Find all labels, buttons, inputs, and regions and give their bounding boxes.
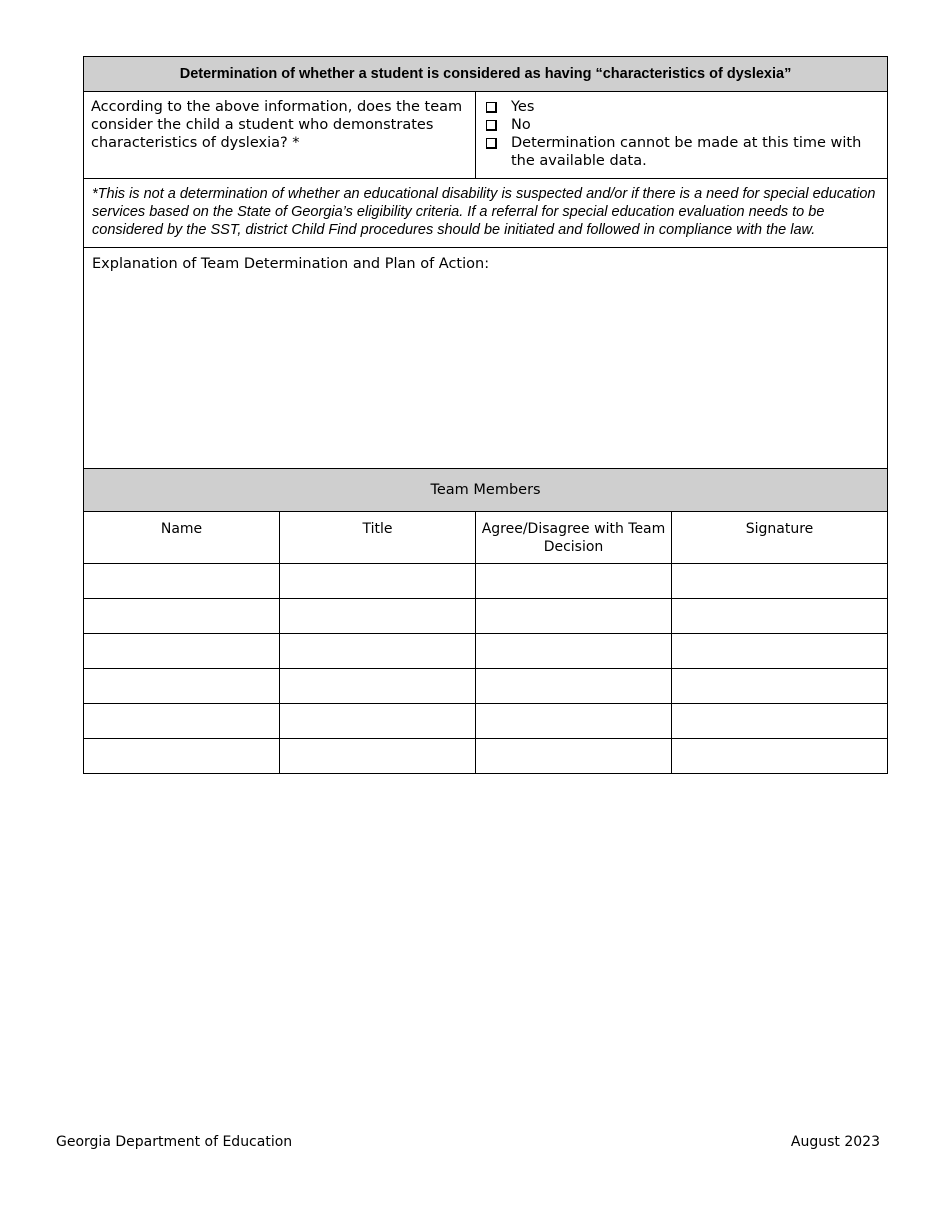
name-cell[interactable] (84, 669, 280, 704)
title-cell[interactable] (280, 704, 476, 739)
explanation-label: Explanation of Team Determination and Plan of Action: (92, 256, 490, 272)
agree-cell[interactable] (476, 704, 672, 739)
determination-options-cell (476, 92, 888, 179)
title-cell[interactable] (280, 634, 476, 669)
agree-cell[interactable] (476, 669, 672, 704)
option-label: No (511, 117, 531, 133)
name-cell[interactable] (84, 564, 280, 599)
column-name: Name (84, 512, 280, 564)
option-label: Yes (511, 99, 535, 115)
agree-cell[interactable] (476, 599, 672, 634)
table-row (84, 634, 888, 669)
explanation-field[interactable] (84, 248, 888, 469)
option-undetermined[interactable] (484, 134, 879, 170)
form-header: Determination of whether a student is considered as having “characteristics of dyslexia” (84, 57, 888, 92)
column-title: Title (280, 512, 476, 564)
checkbox-icon[interactable] (486, 138, 497, 149)
column-agree-disagree: Agree/Disagree with Team Decision (476, 512, 672, 564)
agree-cell[interactable] (476, 634, 672, 669)
table-row (84, 564, 888, 599)
agree-cell[interactable] (476, 739, 672, 774)
signature-cell[interactable] (672, 739, 888, 774)
name-cell[interactable] (84, 634, 280, 669)
determination-options (476, 92, 887, 178)
checkbox-icon[interactable] (486, 102, 497, 113)
signature-cell[interactable] (672, 704, 888, 739)
signature-cell[interactable] (672, 669, 888, 704)
title-cell[interactable] (280, 564, 476, 599)
name-cell[interactable] (84, 599, 280, 634)
table-row (84, 599, 888, 634)
option-yes[interactable] (484, 98, 879, 116)
agree-cell[interactable] (476, 564, 672, 599)
determination-question: According to the above information, does the team consider the child a student who demonstrates characteristics of dyslexia? * (84, 92, 476, 179)
disclaimer-note: *This is not a determination of whether an educational disability is suspected and/or if there is a need for special education services based on the State of Georgia’s eligibility criteria. If a referral for special education evaluation needs to be considered by the SST, district Child Find procedures should be initiated and followed in compliance with the law. (84, 179, 888, 248)
dyslexia-determination-form (83, 56, 888, 774)
signature-cell[interactable] (672, 564, 888, 599)
table-row (84, 669, 888, 704)
team-columns-header (84, 512, 888, 564)
title-cell[interactable] (280, 599, 476, 634)
option-no[interactable] (484, 116, 879, 134)
name-cell[interactable] (84, 704, 280, 739)
checkbox-icon[interactable] (486, 120, 497, 131)
column-signature: Signature (672, 512, 888, 564)
name-cell[interactable] (84, 739, 280, 774)
table-row (84, 739, 888, 774)
option-label: Determination cannot be made at this time with the available data. (511, 135, 862, 169)
table-row (84, 704, 888, 739)
signature-cell[interactable] (672, 634, 888, 669)
team-members-header: Team Members (84, 469, 888, 512)
title-cell[interactable] (280, 669, 476, 704)
footer-organization: Georgia Department of Education (56, 1134, 293, 1150)
title-cell[interactable] (280, 739, 476, 774)
footer-date: August 2023 (790, 1134, 880, 1150)
signature-cell[interactable] (672, 599, 888, 634)
